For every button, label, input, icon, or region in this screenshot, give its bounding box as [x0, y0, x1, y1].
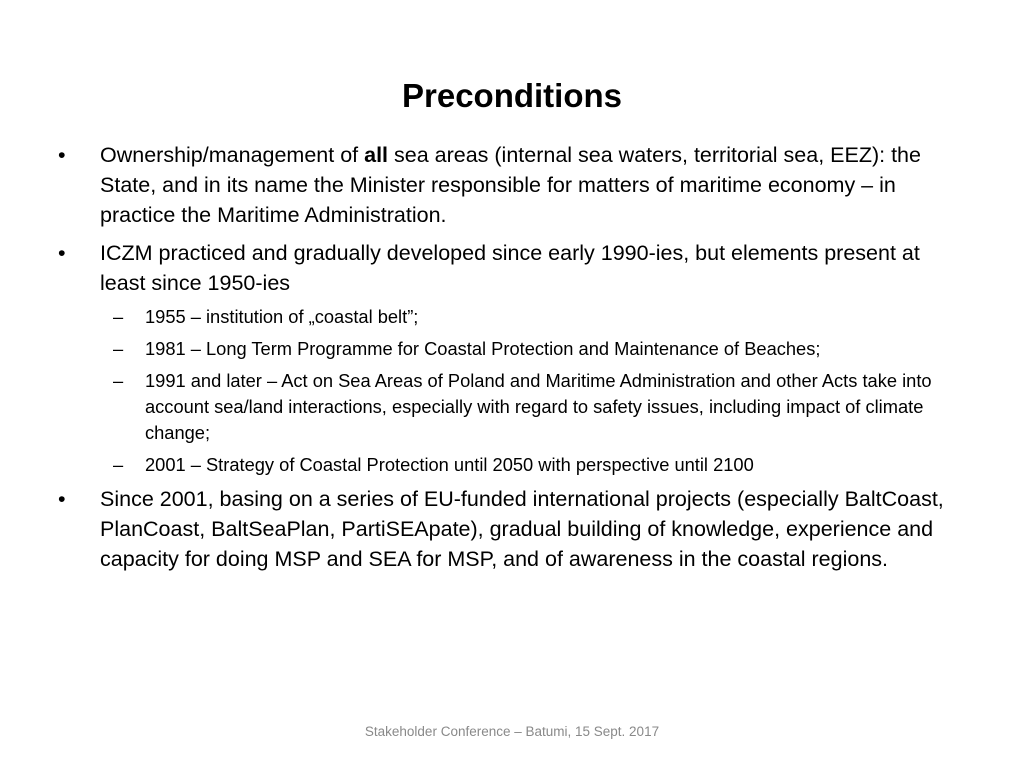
sub-bullet-item [58, 452, 968, 478]
dash-icon: – [113, 338, 124, 359]
bullet-text-bold: all [364, 143, 389, 167]
slide-title: Preconditions [401, 77, 623, 114]
bullet-icon: • [58, 241, 66, 265]
sub-bullet-item [58, 336, 968, 362]
slide-footer: Stakeholder Conference – Batumi, 15 Sept. 2017 [364, 724, 660, 739]
sub-bullet-item [58, 304, 968, 330]
bullet-item-iczm [58, 238, 968, 298]
sub-bullet-text: 1955 – institution of „coastal belt”; [145, 306, 419, 327]
dash-icon: – [113, 370, 124, 391]
bullet-list [58, 140, 968, 582]
dash-icon: – [113, 454, 124, 475]
sub-bullet-text: 1991 and later – Act on Sea Areas of Poland and Maritime Administration and other Acts take into account sea/land interactions, especially with regard to safety issues, including impact of climate change; [145, 370, 932, 443]
bullet-text: Since 2001, basing on a series of EU-funded international projects (especially BaltCoast, PlanCoast, BaltSeaPlan, PartiSEApate), gradual building of knowledge, experience and capacity for doing MSP and SEA for MSP, and of awareness in the coastal regions. [100, 487, 944, 571]
dash-icon: – [113, 306, 124, 327]
sub-bullet-list [58, 304, 968, 478]
bullet-icon: • [58, 487, 66, 511]
bullet-icon: • [58, 143, 66, 167]
sub-bullet-item [58, 368, 968, 446]
bullet-text-after: sea areas (internal sea waters, territorial sea, EEZ): the State, and in its name the Minister responsible for matters of maritime economy – in practice the Maritime Administration. [100, 143, 921, 227]
bullet-item-since-2001 [58, 484, 968, 574]
sub-bullet-text: 1981 – Long Term Programme for Coastal Protection and Maintenance of Beaches; [145, 338, 821, 359]
bullet-item-ownership [58, 140, 968, 230]
sub-bullet-text: 2001 – Strategy of Coastal Protection until 2050 with perspective until 2100 [145, 454, 754, 475]
bullet-text-before: Ownership/management of [100, 143, 365, 167]
bullet-text: ICZM practiced and gradually developed since early 1990-ies, but elements present at least since 1950-ies [100, 241, 920, 295]
